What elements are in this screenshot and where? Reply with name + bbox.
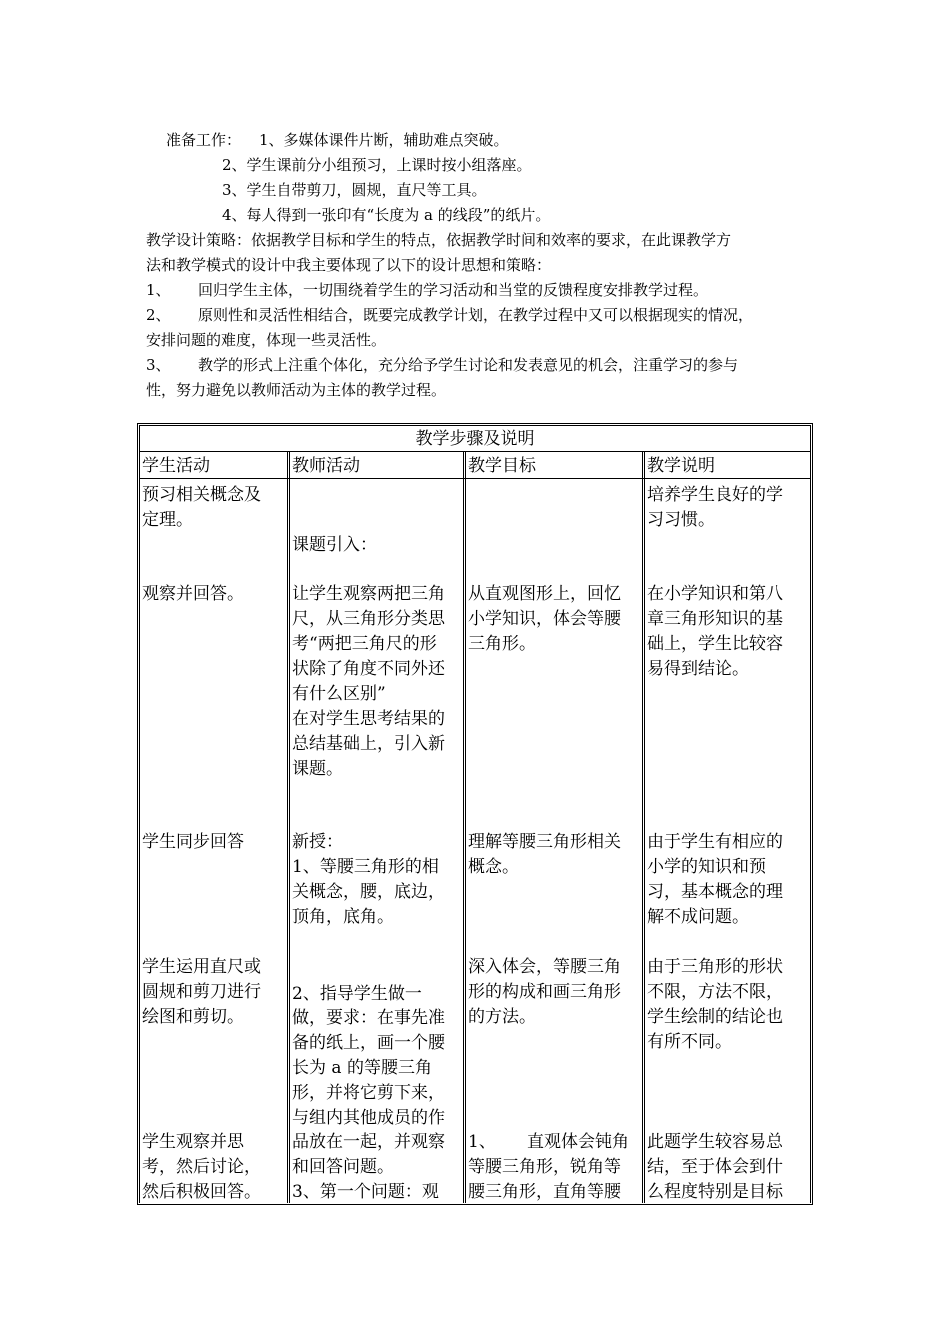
prep-item: 3、学生自带剪刀，圆规，直尺等工具。 (222, 181, 487, 199)
strategy-intro: 法和教学模式的设计中我主要体现了以下的设计思想和策略： (146, 256, 552, 274)
student-activity-line: 然后积极回答。 (142, 1182, 261, 1202)
teaching-steps-table (137, 423, 813, 1205)
strategy-text: 安排问题的难度，体现一些灵活性。 (146, 331, 387, 349)
teacher-activity-line: 形，并将它剪下来， (292, 1083, 445, 1103)
student-activity-line: 观察并回答。 (142, 584, 244, 604)
header-teaching-note: 教学说明 (647, 456, 715, 476)
teaching-goal-line: 理解等腰三角形相关 (468, 832, 621, 852)
student-activity-line: 考，然后讨论， (142, 1157, 261, 1177)
teacher-activity-line: 有什么区别” (292, 684, 386, 704)
teaching-note-line: 小学的知识和预 (647, 857, 766, 877)
strategy-text: 原则性和灵活性相结合，既要完成教学计划，在教学过程中又可以根据现实的情况， (198, 306, 754, 324)
header-teaching-goal: 教学目标 (468, 456, 536, 476)
teacher-activity-line: 做，要求：在事先准 (292, 1008, 445, 1028)
strategy-intro: 教学设计策略：依据教学目标和学生的特点，依据教学时间和效率的要求，在此课教学方 (146, 231, 732, 249)
teaching-goal-line: 的方法。 (468, 1007, 536, 1027)
teacher-activity-line: 备的纸上，画一个腰 (292, 1033, 445, 1053)
teaching-note-line: 章三角形知识的基 (647, 609, 783, 629)
teaching-goal-line: 三角形。 (468, 634, 536, 654)
teaching-goal-line: 腰三角形，直角等腰 (468, 1182, 621, 1202)
teaching-note-line: 解不成问题。 (647, 907, 749, 927)
column-divider (642, 451, 643, 1203)
teaching-goal-line: 深入体会，等腰三角 (468, 957, 621, 977)
teaching-goal-line: 概念。 (468, 857, 519, 877)
teacher-activity-line: 新授： (292, 832, 343, 852)
teacher-activity-line: 在对学生思考结果的 (292, 709, 445, 729)
teaching-note-line: 由于三角形的形状 (647, 957, 783, 977)
teacher-activity-line: 与组内其他成员的作 (292, 1108, 445, 1128)
prep-item: 4、每人得到一张印有“长度为 a 的线段”的纸片。 (222, 206, 551, 224)
teaching-note-line: 结，至于体会到什 (647, 1157, 783, 1177)
teacher-activity-line: 品放在一起，并观察 (292, 1132, 445, 1152)
teacher-activity-line: 关概念，腰，底边， (292, 882, 445, 902)
header-teacher-activity: 教师活动 (292, 456, 360, 476)
student-activity-line: 学生同步回答 (142, 832, 244, 852)
teaching-goal-line: 1、 (468, 1132, 496, 1152)
table-inner-border (139, 425, 140, 1203)
column-divider (644, 451, 645, 1203)
teaching-note-line: 易得到结论。 (647, 659, 749, 679)
student-activity-line: 学生运用直尺或 (142, 957, 261, 977)
student-activity-line: 定理。 (142, 510, 193, 530)
teacher-activity-line: 2、指导学生做一 (292, 984, 422, 1004)
strategy-num: 3、 (146, 356, 171, 374)
prep-item: 1、多媒体课件片断，辅助难点突破。 (259, 131, 509, 149)
prep-line-1 (166, 128, 509, 152)
table-inner-border (810, 425, 811, 1203)
table-title: 教学步骤及说明 (415, 429, 535, 449)
teacher-activity-line: 尺，从三角形分类思 (292, 609, 445, 629)
teaching-note-line: 有所不同。 (647, 1032, 732, 1052)
teaching-note-line: 础上，学生比较容 (647, 634, 783, 654)
teacher-activity-line: 课题引入： (292, 535, 377, 555)
teaching-note-line: 培养学生良好的学 (647, 485, 783, 505)
teacher-activity-line: 考“两把三角尺的形 (292, 634, 437, 654)
teacher-activity-line: 1、等腰三角形的相 (292, 857, 439, 877)
teaching-note-line: 习，基本概念的理 (647, 882, 783, 902)
teaching-note-line: 不限，方法不限， (647, 982, 783, 1002)
teacher-activity-line: 长为 a 的等腰三角 (292, 1058, 432, 1078)
strategy-num: 1、 (146, 281, 171, 299)
teacher-activity-line: 3、第一个问题：观 (292, 1182, 439, 1202)
column-divider (465, 451, 466, 1203)
student-activity-line: 绘图和剪切。 (142, 1007, 244, 1027)
column-divider (463, 451, 464, 1203)
prep-item: 2、学生课前分小组预习，上课时按小组落座。 (222, 156, 532, 174)
teaching-note-line: 学生绘制的结论也 (647, 1007, 783, 1027)
column-divider (289, 451, 290, 1203)
student-activity-line: 预习相关概念及 (142, 485, 261, 505)
student-activity-line: 学生观察并思 (142, 1132, 244, 1152)
teacher-activity-line: 课题。 (292, 759, 343, 779)
teaching-goal-line: 直观体会钝角 (527, 1132, 629, 1152)
prep-title: 准备工作： (166, 131, 242, 149)
teaching-goal-line: 等腰三角形，锐角等 (468, 1157, 621, 1177)
teaching-note-line: 么程度特别是目标 (647, 1182, 783, 1202)
header-student-activity: 学生活动 (142, 456, 210, 476)
teacher-activity-line: 顶角，底角。 (292, 907, 394, 927)
strategy-num: 2、 (146, 306, 171, 324)
teaching-note-line: 由于学生有相应的 (647, 832, 783, 852)
strategy-text: 回归学生主体，一切围绕着学生的学习活动和当堂的反馈程度安排教学过程。 (198, 281, 709, 299)
table-inner-border (139, 425, 811, 426)
teaching-goal-line: 形的构成和画三角形 (468, 982, 621, 1002)
strategy-text: 教学的形式上注重个体化，充分给予学生讨论和发表意见的机会，注重学习的参与 (198, 356, 739, 374)
teaching-goal-line: 从直观图形上，回忆 (468, 584, 621, 604)
teaching-goal-line: 小学知识，体会等腰 (468, 609, 621, 629)
teacher-activity-line: 让学生观察两把三角 (292, 584, 445, 604)
teacher-activity-line: 总结基础上，引入新 (292, 734, 445, 754)
teaching-note-line: 此题学生较容易总 (647, 1132, 783, 1152)
teaching-note-line: 在小学知识和第八 (647, 584, 783, 604)
teacher-activity-line: 和回答问题。 (292, 1157, 394, 1177)
strategy-text: 性，努力避免以教师活动为主体的教学过程。 (146, 381, 447, 399)
column-divider (287, 451, 288, 1203)
teaching-note-line: 习习惯。 (647, 510, 715, 530)
teacher-activity-line: 状除了角度不同外还 (292, 659, 445, 679)
student-activity-line: 圆规和剪刀进行 (142, 982, 261, 1002)
